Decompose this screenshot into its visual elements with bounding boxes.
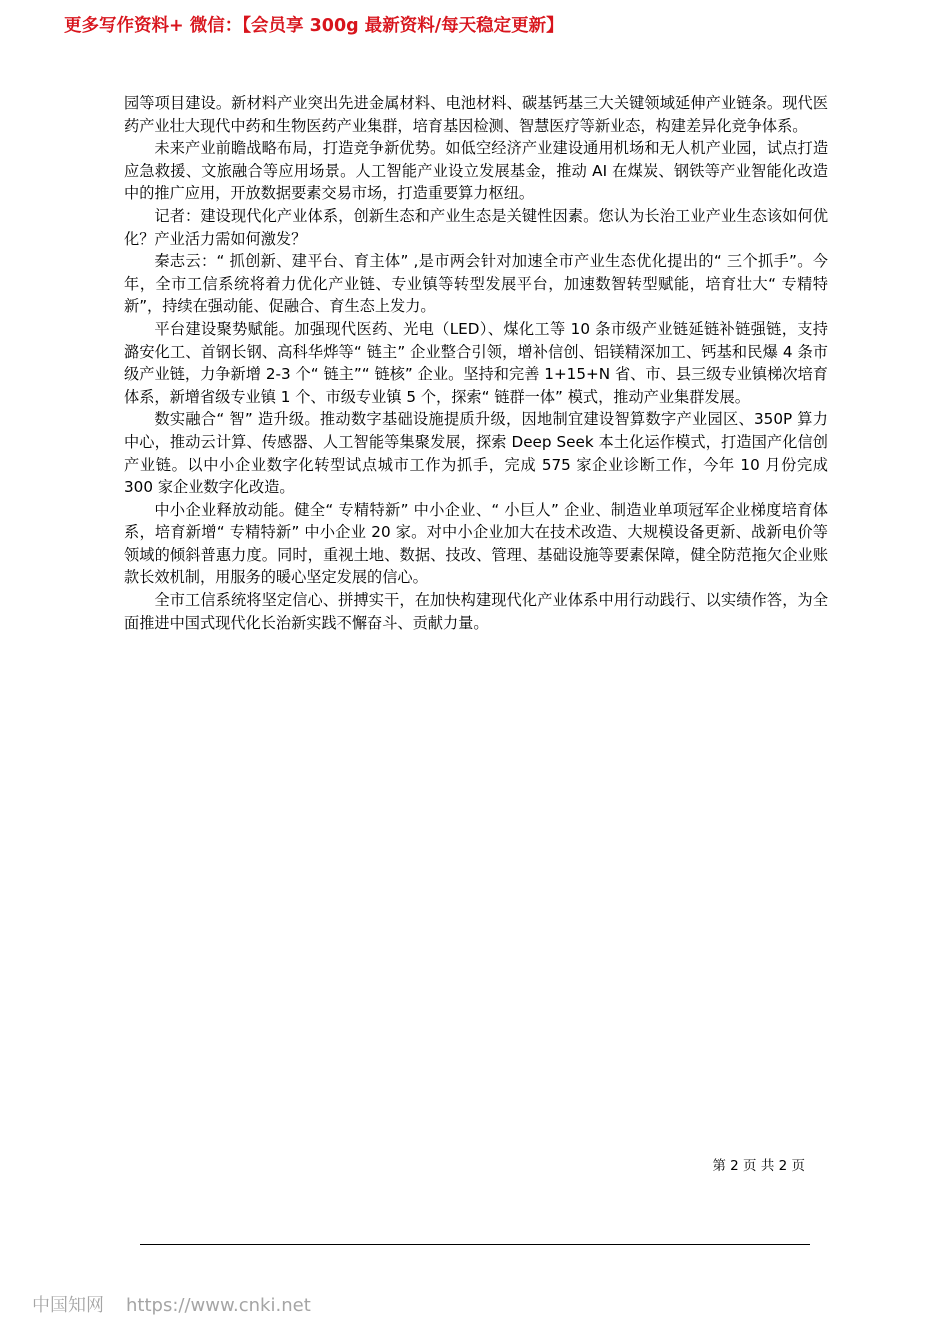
promo-banner: 更多写作资料+ 微信：【会员享 300g 最新资料/每天稳定更新】	[64, 16, 564, 36]
article-body	[124, 92, 828, 634]
article-paragraph: 园等项目建设。新材料产业突出先进金属材料、电池材料、碳基钙基三大关键领域延伸产业链条。现代医药产业壮大现代中药和生物医药产业集群，培育基因检测、智慧医疗等新业态，构建差异化竞争体系。	[124, 94, 828, 135]
footer-divider	[140, 1244, 810, 1245]
article-paragraph: 记者：建设现代化产业体系，创新生态和产业生态是关键性因素。您认为长治工业产业生态该如何优化？产业活力需如何激发？	[124, 206, 828, 248]
article-paragraph: 数实融合“ 智” 造升级。推动数字基础设施提质升级，因地制宜建设智算数字产业园区、350P 算力中心，推动云计算、传感器、人工智能等集聚发展，探索 Deep Seek 本土化运作模式，打造国产化信创产业链。以中小企业数字化转型试点城市工作为抓手，完成 575 家企业诊断工作，今年 10 月份完成 300 家企业数字化改造。	[124, 410, 828, 497]
article-paragraph: 全市工信系统将坚定信心、拼搏实干，在加快构建现代化产业体系中用行动践行、以实绩作答，为全面推进中国式现代化长治新实践不懈奋斗、贡献力量。	[124, 591, 828, 632]
watermark-brand: 中国知网	[32, 1295, 104, 1316]
article-paragraph: 未来产业前瞻战略布局，打造竞争新优势。如低空经济产业建设通用机场和无人机产业园，试点打造应急救援、文旅融合等应用场景。人工智能产业设立发展基金，推动 AI 在煤炭、钢铁等产业智能化改造中的推广应用，开放数据要素交易市场，打造重要算力枢纽。	[124, 139, 828, 203]
watermark-url: https://www.cnki.net	[126, 1295, 311, 1316]
article-paragraph: 秦志云：“ 抓创新、建平台、育主体” ,是市两会针对加速全市产业生态优化提出的“ 三个抓手”。今年，全市工信系统将着力优化产业链、专业镇等转型发展平台，加速数智转型赋能，培育壮大“ 专精特新”，持续在强动能、促融合、育生态上发力。	[124, 252, 828, 316]
article-paragraph: 平台建设聚势赋能。加强现代医药、光电（LED）、煤化工等 10 条市级产业链延链补链强链，支持潞安化工、首钢长钢、高科华烨等“ 链主” 企业整合引领，增补信创、铝镁精深加工、钙基和民爆 4 条市级产业链，力争新增 2-3 个“ 链主”“ 链核” 企业。坚持和完善 1+15+N 省、市、县三级专业镇梯次培育体系，新增省级专业镇 1 个、市级专业镇 5 个，探索“ 链群一体” 模式，推动产业集群发展。	[124, 319, 828, 406]
article-paragraph: 中小企业释放动能。健全“ 专精特新” 中小企业、“ 小巨人” 企业、制造业单项冠军企业梯度培育体系，培育新增“ 专精特新” 中小企业 20 家。对中小企业加大在技术改造、大规模设备更新、战新电价等领域的倾斜普惠力度。同时，重视土地、数据、技改、管理、基础设施等要素保障，健全防范拖欠企业账款长效机制，用服务的暖心坚定发展的信心。	[124, 500, 828, 587]
cnki-watermark	[32, 1294, 311, 1318]
page-number: 第 2 页 共 2 页	[712, 1158, 805, 1174]
